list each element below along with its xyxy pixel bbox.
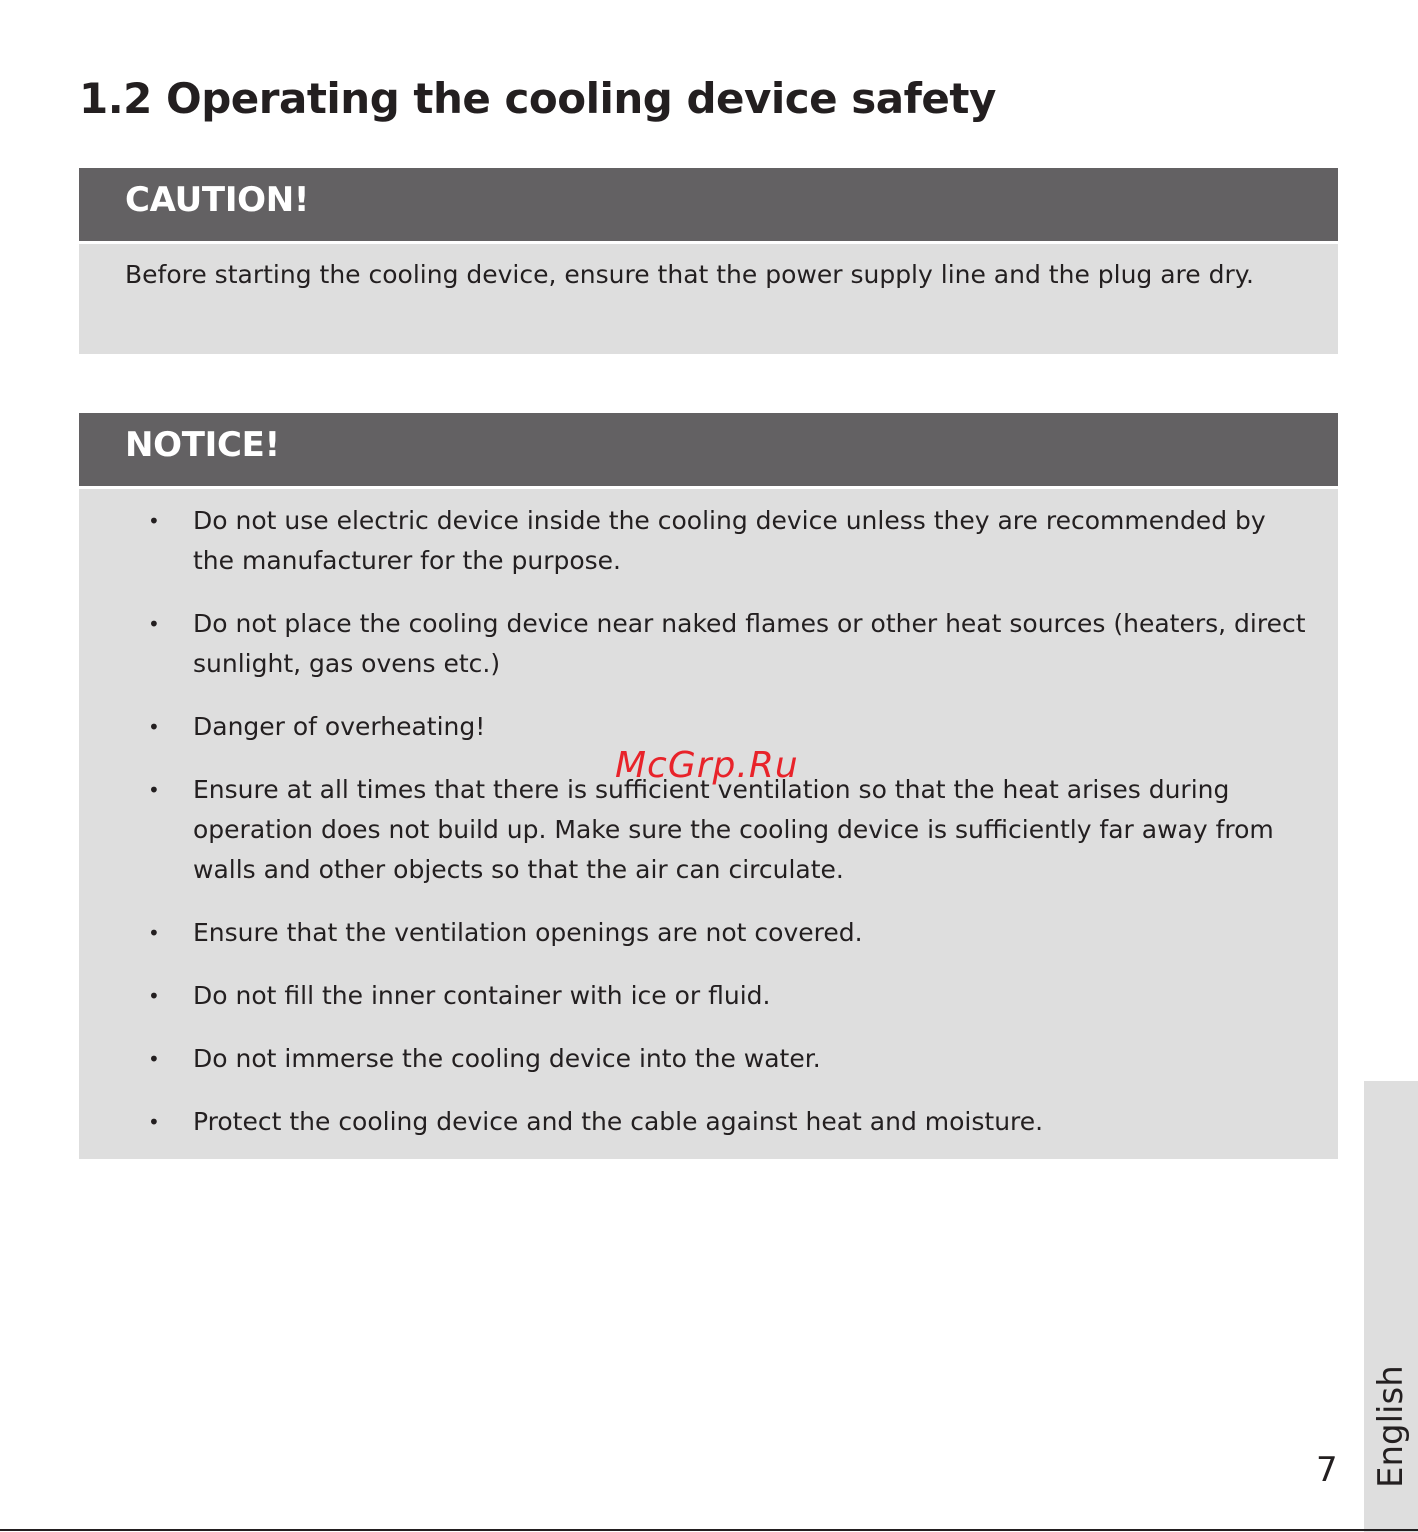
caution-header-label: CAUTION! — [125, 180, 310, 220]
notice-item-text: Ensure at all times that there is sufficient ventilation so that the heat arises during operation does not build up. Make sure the cooling device is sufficiently far away from walls and other objects so that the air can circulate. — [193, 775, 1274, 884]
caution-box — [79, 168, 1338, 354]
caution-text: Before starting the cooling device, ensure that the power supply line and the plug are dry. — [125, 260, 1254, 289]
page-title: 1.2 Operating the cooling device safety — [79, 74, 996, 123]
language-tab — [1364, 1081, 1418, 1532]
bullet-icon: • — [148, 612, 160, 636]
bullet-icon: • — [148, 1047, 160, 1071]
page-number: 7 — [1316, 1450, 1338, 1490]
notice-header-label: NOTICE! — [125, 425, 280, 465]
notice-item-text: Ensure that the ventilation openings are not covered. — [193, 918, 863, 947]
bottom-divider — [0, 1529, 1418, 1531]
bullet-icon: • — [148, 1110, 160, 1134]
list-item — [79, 501, 1338, 581]
list-item — [79, 770, 1338, 890]
bullet-icon: • — [148, 509, 160, 533]
list-item — [79, 707, 1338, 747]
bullet-icon: • — [148, 921, 160, 945]
bullet-icon: • — [148, 984, 160, 1008]
bullet-icon: • — [148, 715, 160, 739]
notice-header — [79, 413, 1338, 489]
notice-item-text: Do not place the cooling device near naked flames or other heat sources (heaters, direct sunlight, gas ovens etc.) — [193, 609, 1306, 678]
list-item — [79, 913, 1338, 953]
list-item — [79, 976, 1338, 1016]
bullet-icon: • — [148, 778, 160, 802]
notice-item-text: Do not fill the inner container with ice or fluid. — [193, 981, 771, 1010]
list-item — [79, 604, 1338, 684]
caution-header — [79, 168, 1338, 244]
notice-box — [79, 413, 1338, 1159]
notice-item-text: Protect the cooling device and the cable against heat and moisture. — [193, 1107, 1044, 1136]
notice-item-text: Do not use electric device inside the cooling device unless they are recommended by the manufacturer for the purpose. — [193, 506, 1266, 575]
list-item — [79, 1039, 1338, 1079]
notice-item-text: Danger of overheating! — [193, 712, 486, 741]
list-item — [79, 1102, 1338, 1142]
notice-list — [79, 501, 1338, 1165]
watermark: McGrp.Ru — [615, 745, 799, 786]
notice-item-text: Do not immerse the cooling device into the water. — [193, 1044, 821, 1073]
language-tab-label: English — [1371, 1365, 1411, 1488]
